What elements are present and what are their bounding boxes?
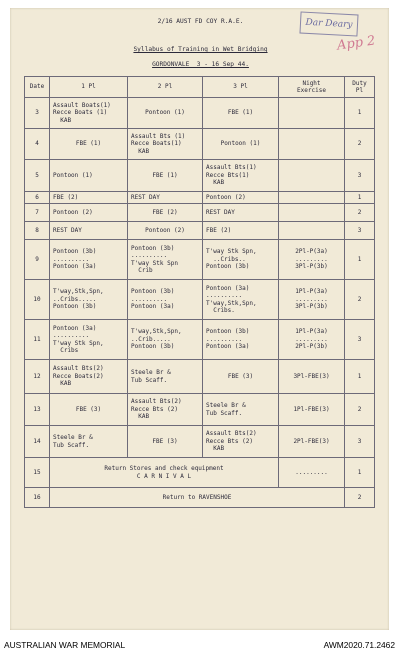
- return-stores-text: Return Stores and check equipment: [104, 465, 224, 473]
- date-cell: 4: [25, 129, 50, 160]
- date-cell: 9: [25, 240, 50, 280]
- pl1-cell: T'way,Stk,Spn, ..Cribs..... Pontoon (3b): [50, 280, 128, 320]
- pl1-cell: Assault Boats(1) Recce Boats (1) KAB: [50, 98, 128, 129]
- date-cell: 14: [25, 426, 50, 458]
- night-cell: [279, 129, 345, 160]
- unit-title: 2/16 AUST FD COY R.A.E.: [157, 18, 244, 25]
- duty-cell: 2: [345, 394, 375, 426]
- duty-cell: 3: [345, 426, 375, 458]
- date-cell: 13: [25, 394, 50, 426]
- table-row: [25, 98, 375, 129]
- night-cell: 1Pl-P(3a) ......... 2Pl-P(3b): [279, 320, 345, 360]
- pl3-cell: Steele Br & Tub Scaff.: [203, 394, 279, 426]
- pl2-cell: Pontoon (3b) .......... Pontoon (3a): [128, 280, 203, 320]
- pl2-cell: Assault Bts (1) Recce Boats(1) KAB: [128, 129, 203, 160]
- pl2-cell: Pontoon (2): [128, 222, 203, 240]
- header-3-pl: 3 Pl: [203, 77, 279, 98]
- pl3-cell: FBE (1): [203, 98, 279, 129]
- pl3-cell: T'way Stk Spn, ..Cribs.. Pontoon (3b): [203, 240, 279, 280]
- night-cell: [279, 222, 345, 240]
- duty-cell: 1: [345, 458, 375, 488]
- duty-cell: 2: [345, 488, 375, 508]
- table-row: [25, 240, 375, 280]
- duty-cell: 2: [345, 129, 375, 160]
- carnival-text: C A R N I V A L: [136, 472, 192, 480]
- pl3-cell: Pontoon (3a) .......... T'way,Stk,Spn, Cribs.: [203, 280, 279, 320]
- pl3-cell: Pontoon (3b) .......... Pontoon (3a): [203, 320, 279, 360]
- date-cell: 5: [25, 160, 50, 192]
- duty-cell: 3: [345, 160, 375, 192]
- table-row: [25, 192, 375, 204]
- syllabus-subtitle: Syllabus of Training in Wet Bridging: [133, 46, 268, 53]
- date-cell: 11: [25, 320, 50, 360]
- pl3-cell: Assault Bts(2) Recce Bts (2) KAB: [203, 426, 279, 458]
- table-row: [25, 320, 375, 360]
- duty-cell: 1: [345, 240, 375, 280]
- duty-cell: 3: [345, 320, 375, 360]
- pl1-cell: FBE (3): [50, 394, 128, 426]
- table-row: [25, 204, 375, 222]
- duty-cell: 1: [345, 360, 375, 394]
- pl1-cell: FBE (1): [50, 129, 128, 160]
- pl1-cell: Pontoon (2): [50, 204, 128, 222]
- table-row: [25, 360, 375, 394]
- date-cell: 10: [25, 280, 50, 320]
- night-cell: 2Pl-P(3a) ......... 3Pl-P(3b): [279, 240, 345, 280]
- pl2-cell: Assault Bts(2) Recce Bts (2) KAB: [128, 394, 203, 426]
- duty-cell: 2: [345, 204, 375, 222]
- night-cell: 1Pl-FBE(3): [279, 394, 345, 426]
- table-header-row: [25, 77, 375, 98]
- night-cell: 1Pl-P(3a) ......... 3Pl-P(3b): [279, 280, 345, 320]
- handwritten-name: Dar Deary: [299, 11, 358, 36]
- pl1-cell: Steele Br & Tub Scaff.: [50, 426, 128, 458]
- night-cell: 3Pl-FBE(3): [279, 360, 345, 394]
- date-cell: 6: [25, 192, 50, 204]
- handwritten-appendix-mark: App 2: [336, 33, 377, 54]
- night-cell: [279, 204, 345, 222]
- night-cell: 2Pl-FBE(3): [279, 426, 345, 458]
- pl1-cell: Pontoon (1): [50, 160, 128, 192]
- night-cell: [279, 192, 345, 204]
- pl3-cell: Pontoon (1): [203, 129, 279, 160]
- pl1-cell: Pontoon (3b) .......... Pontoon (3a): [50, 240, 128, 280]
- pl3-cell: Assault Bts(1) Recce Bts(1) KAB: [203, 160, 279, 192]
- return-ravenshoe-cell: Return to RAVENSHOE: [50, 488, 345, 508]
- table-row: [25, 160, 375, 192]
- table-row: [25, 280, 375, 320]
- pl1-cell: FBE (2): [50, 192, 128, 204]
- date-cell: 3: [25, 98, 50, 129]
- pl1-cell: Assault Bts(2) Recce Boats(2) KAB: [50, 360, 128, 394]
- pl2-cell: REST DAY: [128, 192, 203, 204]
- duty-cell: 3: [345, 222, 375, 240]
- pl1-cell: Pontoon (3a) .......... T'way Stk Spn, Cribs: [50, 320, 128, 360]
- table-row: [25, 426, 375, 458]
- duty-cell: 1: [345, 192, 375, 204]
- header-2-pl: 2 Pl: [128, 77, 203, 98]
- pl2-cell: Pontoon (1): [128, 98, 203, 129]
- pl2-cell: FBE (3): [128, 426, 203, 458]
- header-night-exercise: Night Exercise: [279, 77, 345, 98]
- archive-credit: AUSTRALIAN WAR MEMORIAL: [4, 640, 126, 650]
- pl2-cell: FBE (2): [128, 204, 203, 222]
- return-stores-cell: [50, 458, 279, 488]
- pl2-cell: FBE (1): [128, 160, 203, 192]
- duty-cell: 2: [345, 280, 375, 320]
- archive-reference: AWM2020.71.2462: [323, 640, 395, 650]
- header-1-pl: 1 Pl: [50, 77, 128, 98]
- night-cell: .........: [279, 458, 345, 488]
- duty-cell: 1: [345, 98, 375, 129]
- location-date: GORDONVALE 3 - 16 Sep 44.: [152, 61, 249, 68]
- pl2-cell: T'way,Stk,Spn, ..Crib..... Pontoon (3b): [128, 320, 203, 360]
- night-cell: [279, 160, 345, 192]
- pl1-cell: REST DAY: [50, 222, 128, 240]
- header-date: Date: [25, 77, 50, 98]
- pl2-cell: Pontoon (3b) .......... T'way Stk Spn Crib: [128, 240, 203, 280]
- pl3-cell: FBE (2): [203, 222, 279, 240]
- training-table: [24, 76, 375, 508]
- header-duty-pl: Duty Pl: [345, 77, 375, 98]
- table-row: [25, 129, 375, 160]
- date-cell: 8: [25, 222, 50, 240]
- date-cell: 15: [25, 458, 50, 488]
- pl3-cell: Pontoon (2): [203, 192, 279, 204]
- table-row-return-ravenshoe: [25, 488, 375, 508]
- date-cell: 7: [25, 204, 50, 222]
- night-cell: [279, 98, 345, 129]
- table-row: [25, 394, 375, 426]
- table-row-return-stores: [25, 458, 375, 488]
- pl2-cell: Steele Br & Tub Scaff.: [128, 360, 203, 394]
- table-row: [25, 222, 375, 240]
- pl3-cell: FBE (3): [203, 360, 279, 394]
- date-cell: 12: [25, 360, 50, 394]
- date-cell: 16: [25, 488, 50, 508]
- pl3-cell: REST DAY: [203, 204, 279, 222]
